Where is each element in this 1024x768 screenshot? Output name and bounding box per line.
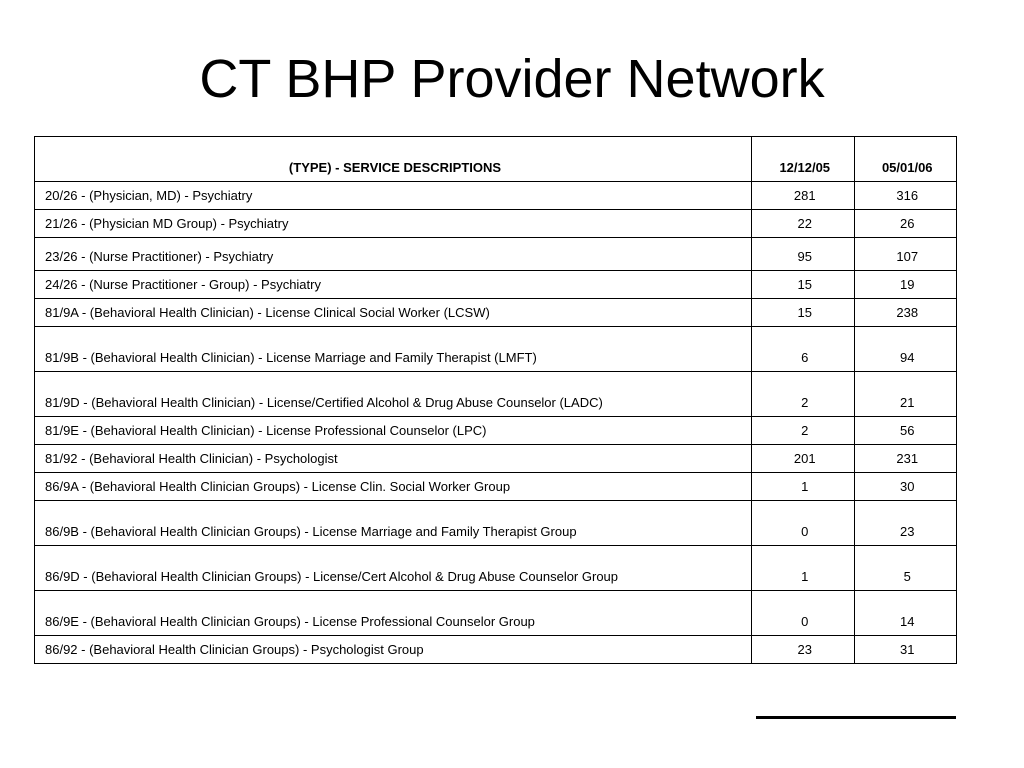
table-row	[35, 445, 957, 473]
count-12-12-05: 1	[752, 473, 855, 501]
service-description: 23/26 - (Nurse Practitioner) - Psychiatry	[35, 238, 752, 271]
table-row	[35, 299, 957, 327]
table-row	[35, 546, 957, 591]
table-row	[35, 417, 957, 445]
count-05-01-06: 30	[854, 473, 957, 501]
table-row	[35, 636, 957, 664]
count-05-01-06: 23	[854, 501, 957, 546]
footer-rule	[756, 716, 956, 719]
count-12-12-05: 15	[752, 271, 855, 299]
table-row	[35, 210, 957, 238]
service-description: 86/9A - (Behavioral Health Clinician Groups) - License Clin. Social Worker Group	[35, 473, 752, 501]
table-row	[35, 501, 957, 546]
service-description: 21/26 - (Physician MD Group) - Psychiatry	[35, 210, 752, 238]
service-description: 20/26 - (Physician, MD) - Psychiatry	[35, 182, 752, 210]
count-05-01-06: 231	[854, 445, 957, 473]
service-description: 86/9E - (Behavioral Health Clinician Groups) - License Professional Counselor Group	[35, 591, 752, 636]
count-05-01-06: 238	[854, 299, 957, 327]
slide-title: CT BHP Provider Network	[199, 49, 825, 109]
table-row	[35, 372, 957, 417]
count-05-01-06: 56	[854, 417, 957, 445]
count-12-12-05: 281	[752, 182, 855, 210]
count-12-12-05: 6	[752, 327, 855, 372]
service-description: 81/9B - (Behavioral Health Clinician) - License Marriage and Family Therapist (LMFT)	[35, 327, 752, 372]
service-description: 81/92 - (Behavioral Health Clinician) - Psychologist	[35, 445, 752, 473]
count-12-12-05: 23	[752, 636, 855, 664]
header-date-12-12-05: 12/12/05	[752, 137, 855, 182]
count-05-01-06: 107	[854, 238, 957, 271]
count-12-12-05: 201	[752, 445, 855, 473]
provider-network-table	[34, 136, 957, 664]
count-12-12-05: 15	[752, 299, 855, 327]
header-service-descriptions: (TYPE) - SERVICE DESCRIPTIONS	[35, 137, 752, 182]
table-row	[35, 591, 957, 636]
count-12-12-05: 0	[752, 501, 855, 546]
count-12-12-05: 95	[752, 238, 855, 271]
count-05-01-06: 5	[854, 546, 957, 591]
count-05-01-06: 94	[854, 327, 957, 372]
service-description: 81/9E - (Behavioral Health Clinician) - License Professional Counselor (LPC)	[35, 417, 752, 445]
count-05-01-06: 14	[854, 591, 957, 636]
count-05-01-06: 19	[854, 271, 957, 299]
count-05-01-06: 26	[854, 210, 957, 238]
service-description: 86/9B - (Behavioral Health Clinician Groups) - License Marriage and Family Therapist Group	[35, 501, 752, 546]
header-date-05-01-06: 05/01/06	[854, 137, 957, 182]
table-row	[35, 182, 957, 210]
count-05-01-06: 21	[854, 372, 957, 417]
count-12-12-05: 22	[752, 210, 855, 238]
count-12-12-05: 1	[752, 546, 855, 591]
count-12-12-05: 2	[752, 417, 855, 445]
service-description: 24/26 - (Nurse Practitioner - Group) - Psychiatry	[35, 271, 752, 299]
table-header-row	[35, 137, 957, 182]
service-description: 81/9A - (Behavioral Health Clinician) - License Clinical Social Worker (LCSW)	[35, 299, 752, 327]
table-row	[35, 327, 957, 372]
count-05-01-06: 316	[854, 182, 957, 210]
count-12-12-05: 2	[752, 372, 855, 417]
count-12-12-05: 0	[752, 591, 855, 636]
table-row	[35, 473, 957, 501]
count-05-01-06: 31	[854, 636, 957, 664]
table-row	[35, 271, 957, 299]
service-description: 86/92 - (Behavioral Health Clinician Groups) - Psychologist Group	[35, 636, 752, 664]
service-description: 86/9D - (Behavioral Health Clinician Groups) - License/Cert Alcohol & Drug Abuse Counselor Group	[35, 546, 752, 591]
service-description: 81/9D - (Behavioral Health Clinician) - License/Certified Alcohol & Drug Abuse Counselor (LADC)	[35, 372, 752, 417]
table-row	[35, 238, 957, 271]
